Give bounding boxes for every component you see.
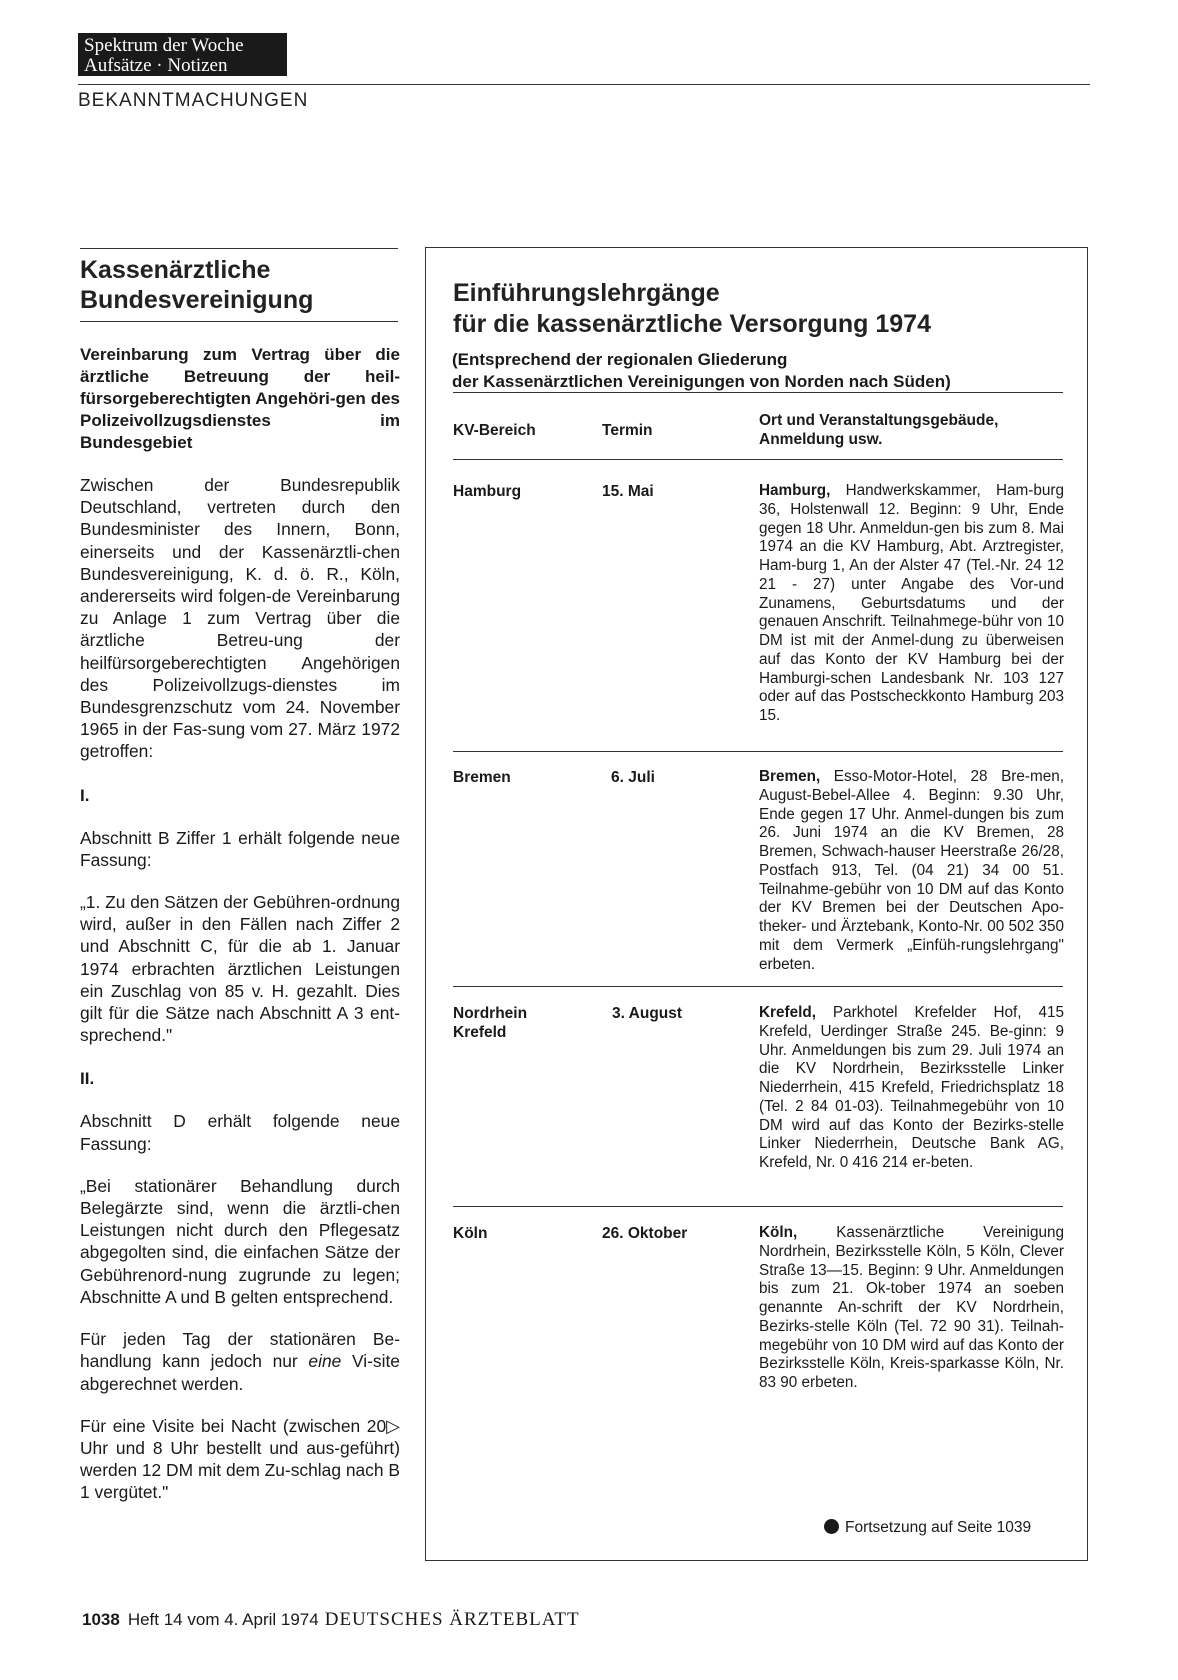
row-hamburg-region: Hamburg: [453, 483, 522, 500]
table-rule-3: [453, 1206, 1063, 1207]
table-rule-header: [453, 459, 1063, 460]
org-rule-top: [80, 248, 398, 249]
courses-subtitle-line-1: (Entsprechend der regionalen Gliederung: [452, 350, 788, 369]
section-2-lead: Abschnitt D erhält folgende neue Fassung:: [80, 1111, 400, 1154]
continue-arrow-icon: ▷: [386, 1415, 400, 1436]
courses-title-line-1: Einführungslehrgänge: [453, 279, 720, 307]
section-2-quote: „Bei stationärer Behandlung durch Belegärzte sind, wenn die ärztli-chen Leistungen nicht durch den Pflegesatz abgegolten sind, die einfachen Sätze der Gebührenord-nung zugrunde zu legen; Abschnitte A und B gelten entsprechend.: [80, 1175, 400, 1307]
org-rule-bottom: [80, 321, 398, 322]
org-title-line-1: Kassenärztliche: [80, 256, 271, 284]
page-footer: [82, 1609, 580, 1631]
night-visit-paragraph: [80, 1415, 400, 1504]
table-rule-top: [453, 392, 1063, 393]
column-header-venue: [759, 411, 998, 449]
continuation-note: [824, 1518, 1031, 1537]
bullet-dot-icon: [824, 1519, 839, 1534]
org-title-line-2: Bundesvereinigung: [80, 286, 314, 314]
row-koeln-venue-text: Kassenärztliche Vereinigung Nordrhein, Bezirksstelle Köln, 5 Köln, Clever Straße 13—15. Beginn: 9 Uhr. Anmeldungen bis zum 21. Ok-tober 1974 an soeben genannte An-schrift der KV Nordrhein, Bezirks-stelle Köln (Tel. 72 90 31). Teilnah-megebühr von 10 DM wird auf das Konto der Bezirksstelle Köln, Kreis-sparkasse Köln, Nr. 83 90 erbeten.: [759, 1224, 1064, 1391]
row-nordrhein-region-line-1: Nordrhein: [453, 1005, 528, 1022]
table-rule-1: [453, 751, 1063, 752]
courses-title: [453, 278, 931, 340]
row-hamburg-venue: [759, 482, 1064, 726]
section-2-heading: II.: [80, 1069, 95, 1089]
page-number: 1038: [82, 1610, 120, 1629]
row-bremen-region: Bremen: [453, 769, 511, 786]
badge-line-1: Spektrum der Woche: [84, 35, 244, 56]
row-koeln-venue: [759, 1224, 1064, 1393]
column-header-venue-line-1: Ort und Veranstaltungsgebäude,: [759, 412, 999, 429]
row-nordrhein-venue-city: Krefeld,: [759, 1004, 816, 1021]
row-hamburg-venue-city: Hamburg,: [759, 482, 831, 499]
courses-title-line-2: für die kassenärztliche Versorgung 1974: [453, 310, 931, 338]
section-label: BEKANNTMACHUNGEN: [78, 90, 309, 111]
header-rule: [78, 84, 1090, 85]
row-nordrhein-venue: [759, 1004, 1064, 1173]
night-visit-text: Für eine Visite bei Nacht (zwischen 20 Uhr und 8 Uhr bestellt und aus-geführt) werden 12 DM mit dem Zu-schlag nach B 1 vergütet.": [80, 1415, 400, 1503]
visit-text-a: Für jeden Tag der stationären Be-handlung kann jedoch nur: [80, 1329, 400, 1372]
row-bremen-date: 6. Juli: [611, 769, 655, 786]
row-bremen-venue-text: Esso-Motor-Hotel, 28 Bre-men, August-Bebel-Allee 4. Beginn: 9.30 Uhr, Ende gegen 17 Uhr. Anmel-dungen bis zum 26. Juni 1974 an die KV Bremen, 28 Bremen, Schwach-hauser Heerstraße 26/28, Postfach 913, Tel. (04 21) 34 00 51. Teilnahme-gebühr von 10 DM auf das Konto der KV Bremen bei der Deutschen Apo-theker- und Ärztebank, Konto-Nr. 00 502 350 mit dem Vermerk „Einfüh-rungslehrgang" erbeten.: [759, 768, 1064, 973]
row-bremen-venue: [759, 768, 1064, 974]
agreement-heading: Vereinbarung zum Vertrag über die ärztliche Betreuung der heil-fürsorgeberechtigten Angehöri-gen des Polizeivollzugsdienstes im Bundesgebiet: [80, 345, 400, 452]
courses-subtitle-line-2: der Kassenärztlichen Vereinigungen von Norden nach Süden): [452, 372, 951, 391]
row-hamburg-venue-text: Handwerkskammer, Ham-burg 36, Holstenwall 12. Beginn: 9 Uhr, Ende gegen 18 Uhr. Anmeldun-gen bis zum 8. Mai 1974 an die KV Hamburg, Abt. Arztregister, Ham-burg 1, An der Alster 47 (Tel.-Nr. 24 12 21 - 27) unter Angabe des Vor-und Zunamens, Geburtsdatums und der genauen Anschrift. Teilnahmege-bühr von 10 DM ist mit der Anmel-dung zu überweisen auf das Konto der KV Hamburg bei der Hamburgi-schen Landesbank Nr. 103 127 oder auf das Postscheckkonto Hamburg 203 15.: [759, 482, 1064, 724]
table-rule-2: [453, 986, 1063, 987]
row-bremen-venue-city: Bremen,: [759, 768, 821, 785]
visit-text-emphasis: eine: [308, 1351, 342, 1372]
row-nordrhein-region-line-2: Krefeld: [453, 1024, 507, 1041]
badge-line-2: Aufsätze · Notizen: [84, 55, 228, 76]
visit-paragraph: [80, 1328, 400, 1395]
journal-name: DEUTSCHES ÄRZTEBLATT: [324, 1609, 580, 1630]
section-badge: [78, 33, 287, 76]
courses-box: [425, 247, 1088, 1561]
left-column: [80, 248, 400, 1504]
row-nordrhein-region: [453, 1004, 527, 1042]
visit-text-b: Vi-site abgerechnet werden.: [80, 1351, 400, 1394]
courses-subtitle: [452, 349, 951, 393]
org-title: [80, 255, 400, 315]
row-nordrhein-date: 3. August: [612, 1005, 683, 1022]
issue-info: Heft 14 vom 4. April 1974: [127, 1610, 319, 1629]
column-header-region: KV-Bereich: [453, 422, 536, 439]
section-1-heading: I.: [80, 785, 90, 805]
column-header-venue-line-2: Anmeldung usw.: [759, 431, 883, 448]
row-koeln-date: 26. Oktober: [602, 1225, 688, 1242]
row-hamburg-date: 15. Mai: [602, 483, 654, 500]
section-1-quote: „1. Zu den Sätzen der Gebühren-ordnung wird, außer in den Fällen nach Ziffer 2 und Abschnitt C, für die ab 1. Januar 1974 erbrachten ärztlichen Leistungen ein Zuschlag von 85 v. H. gezahlt. Dies gilt für die Sätze nach Abschnitt A 3 ent-sprechend.": [80, 892, 401, 1046]
continuation-text: Fortsetzung auf Seite 1039: [845, 1519, 1032, 1536]
intro-paragraph: Zwischen der Bundesrepublik Deutschland, vertreten durch den Bundesminister des Innern, Bonn, einerseits und der Kassenärztli-chen Bundesvereinigung, K. d. ö. R., Köln, andererseits wird folgen-de Vereinbarung zu Anlage 1 zum Vertrag über die ärztliche Betreu-ung der heilfürsorgeberechtigten Angehörigen des Polizeivollzugs-dienstes im Bundesgrenzschutz vom 24. November 1965 in der Fas-sung vom 27. März 1972 getroffen:: [80, 475, 400, 762]
row-koeln-venue-city: Köln,: [759, 1224, 798, 1241]
row-nordrhein-venue-text: Parkhotel Krefelder Hof, 415 Krefeld, Uerdinger Straße 245. Be-ginn: 9 Uhr. Anmeldungen bis zum 29. Juli 1974 an die KV Nordrhein, Bezirksstelle Linker Niederrhein, 415 Krefeld, Friedrichsplatz 18 (Tel. 2 84 01-03). Teilnahmegebühr von 10 DM wird auf das Konto der Bezirks-stelle Linker Niederrhein, Deutsche Bank AG, Krefeld, Nr. 0 416 214 er-beten.: [759, 1004, 1064, 1171]
column-header-date: Termin: [602, 422, 653, 439]
row-koeln-region: Köln: [453, 1225, 488, 1242]
section-1-lead: Abschnitt B Ziffer 1 erhält folgende neue Fassung:: [80, 827, 400, 870]
